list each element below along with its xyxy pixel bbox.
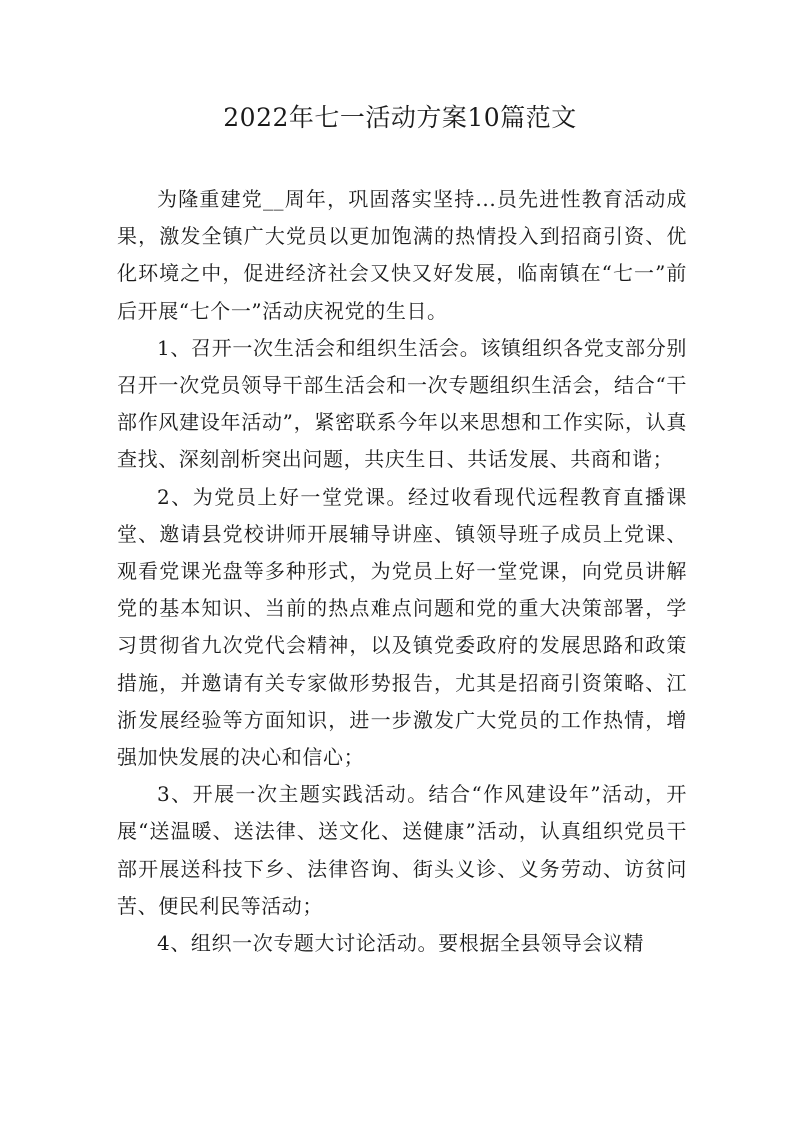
document-body [117,181,687,962]
paragraph-item-3: 3、开展一次主题实践活动。结合“作风建设年”活动，开展“送温暖、送法律、送文化、送健康”活动，认真组织党员干部开展送科技下乡、法律咨询、街头义诊、义务劳动、访贫问苦、便民利民等活动； [117,782,687,918]
paragraph-item-4: 4、组织一次专题大讨论活动。要根据全县领导会议精 [157,931,645,956]
document-title: 2022年七一活动方案10篇范文 [223,103,577,132]
paragraph-item-2: 2、为党员上好一堂党课。经过收看现代远程教育直播课堂、邀请县党校讲师开展辅导讲座、镇领导班子成员上党课、观看党课光盘等多种形式，为党员上好一堂党课，向党员讲解党的基本知识、当前的热点难点问题和党的重大决策部署，学习贯彻省九次党代会精神，以及镇党委政府的发展思路和政策措施，并邀请有关专家做形势报告，尤其是招商引资策略、江浙发展经验等方面知识，进一步激发广大党员的工作热情，增强加快发展的决心和信心； [117,484,687,770]
paragraph-intro: 为隆重建党__周年，巩固落实坚持...员先进性教育活动成果，激发全镇广大党员以更加饱满的热情投入到招商引资、优化环境之中，促进经济社会又快又好发展，临南镇在“七一”前后开展“七个一”活动庆祝党的生日。 [117,187,687,323]
paragraph-item-1: 1、召开一次生活会和组织生活会。该镇组织各党支部分别召开一次党员领导干部生活会和一次专题组织生活会，结合“干部作风建设年活动”，紧密联系今年以来思想和工作实际，认真查找、深刻剖析突出问题，共庆生日、共话发展、共商和谐； [117,335,687,472]
